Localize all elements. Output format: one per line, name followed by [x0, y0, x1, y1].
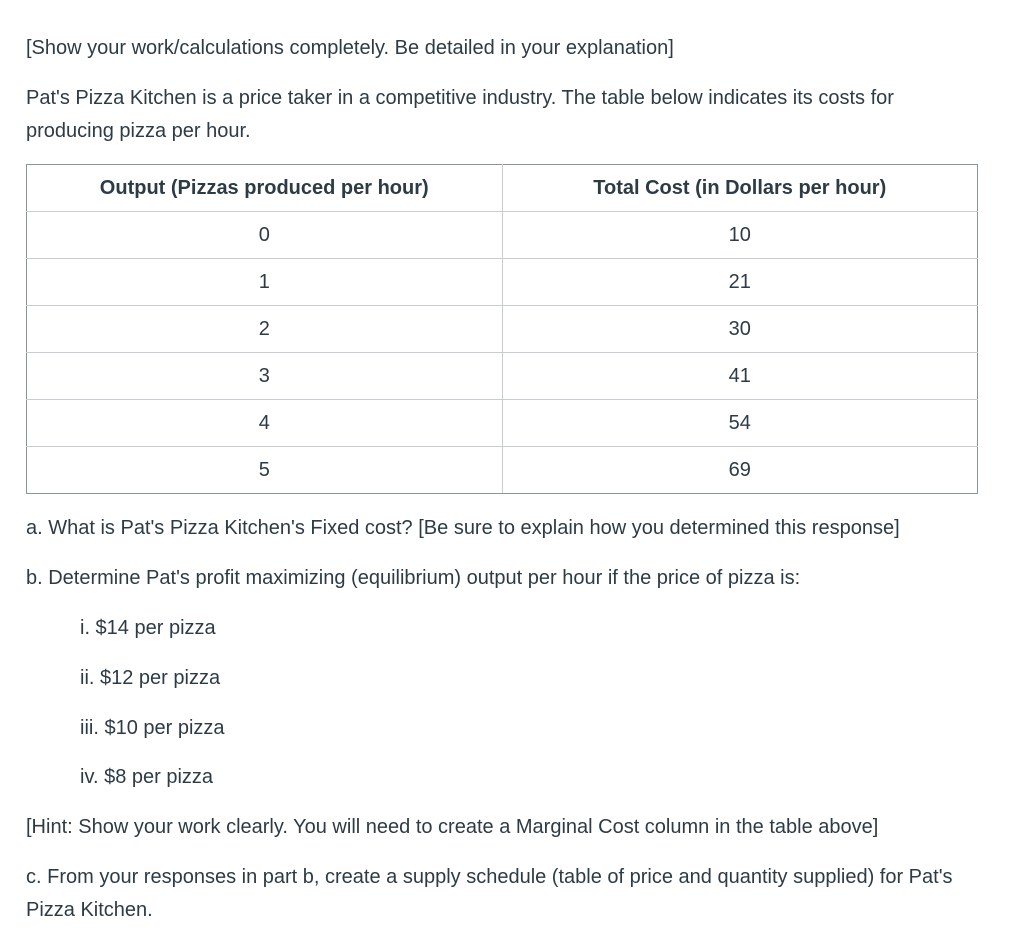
table-row: [27, 212, 978, 259]
intro-paragraph: Pat's Pizza Kitchen is a price taker in a competitive industry. The table below indicates its costs for producing pizza per hour.: [26, 87, 894, 142]
header-total-cost: Total Cost (in Dollars per hour): [502, 165, 978, 212]
instructions-text: [Show your work/calculations completely. Be detailed in your explanation]: [26, 37, 674, 59]
table-row: [27, 306, 978, 353]
cell-total-cost: 30: [502, 306, 978, 353]
question-b: b. Determine Pat's profit maximizing (equilibrium) output per hour if the price of pizza is:: [26, 567, 801, 589]
cell-total-cost: 21: [502, 259, 978, 306]
table-row: [27, 400, 978, 447]
cost-table: [26, 164, 978, 494]
question-b-item-3: iii. $10 per pizza: [80, 717, 225, 739]
table-row: [27, 259, 978, 306]
cell-output: 1: [27, 259, 503, 306]
cell-total-cost: 54: [502, 400, 978, 447]
question-c: c. From your responses in part b, create a supply schedule (table of price and quantity supplied) for Pat's Pizza Kitchen.: [26, 866, 953, 921]
question-b-item-1: i. $14 per pizza: [80, 617, 216, 639]
cell-total-cost: 41: [502, 353, 978, 400]
cell-output: 5: [27, 447, 503, 494]
table-header-row: [27, 165, 978, 212]
cell-total-cost: 10: [502, 212, 978, 259]
question-b-item-2: ii. $12 per pizza: [80, 667, 221, 689]
cell-total-cost: 69: [502, 447, 978, 494]
cell-output: 2: [27, 306, 503, 353]
hint-text: [Hint: Show your work clearly. You will need to create a Marginal Cost column in the table above]: [26, 816, 879, 838]
table-row: [27, 353, 978, 400]
question-b-item-4: iv. $8 per pizza: [80, 766, 214, 788]
question-a: a. What is Pat's Pizza Kitchen's Fixed cost? [Be sure to explain how you determined this response]: [26, 517, 900, 539]
table-row: [27, 447, 978, 494]
header-output: Output (Pizzas produced per hour): [27, 165, 503, 212]
cell-output: 4: [27, 400, 503, 447]
cell-output: 0: [27, 212, 503, 259]
cell-output: 3: [27, 353, 503, 400]
